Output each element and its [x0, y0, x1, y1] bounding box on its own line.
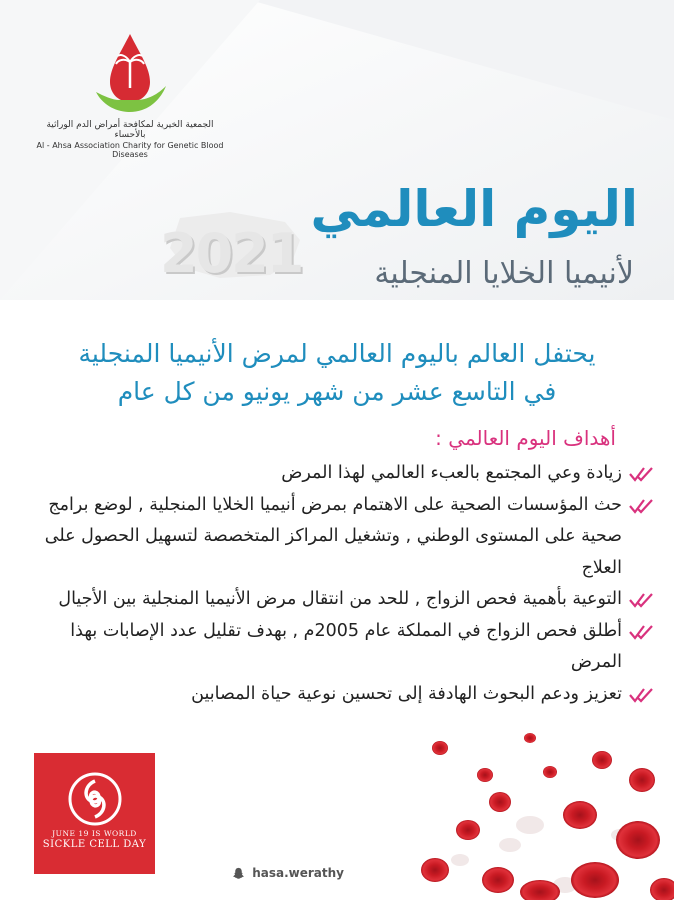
snapchat-handle[interactable]	[232, 866, 344, 880]
intro-text	[30, 335, 644, 411]
list-item	[14, 458, 656, 490]
swirl-circle-icon	[67, 771, 123, 827]
badge-line-1: JUNE 19 IS WORLD	[52, 829, 137, 838]
logo-english-name: Al - Ahsa Association Charity for Genetic Blood Diseases	[36, 141, 224, 159]
page-subtitle: لأنيميا الخلايا المنجلية	[374, 256, 634, 291]
association-logo	[30, 30, 230, 160]
goal-text: التوعية بأهمية فحص الزواج , للحد من انتقال مرض الأنيميا المنجلية بين الأجيال	[58, 589, 622, 609]
list-item	[14, 679, 656, 711]
double-check-icon	[628, 497, 656, 515]
blood-drop-palm-hand-logo	[90, 30, 170, 118]
list-item	[14, 616, 656, 679]
intro-line-1: يحتفل العالم باليوم العالمي لمرض الأنيميا المنجلية	[78, 339, 596, 368]
list-item	[14, 584, 656, 616]
double-check-icon	[628, 591, 656, 609]
page-title: اليوم العالمي	[310, 180, 638, 238]
logo-arabic-name: الجمعية الخيرية لمكافحة أمراض الدم الوراثية بالأحساء	[46, 120, 214, 140]
goals-heading: أهداف اليوم العالمي :	[435, 426, 616, 450]
badge-line-2: SICKLE CELL DAY	[42, 839, 147, 850]
goals-list	[14, 458, 656, 710]
double-check-icon	[628, 686, 656, 704]
list-item	[14, 490, 656, 585]
goal-text: حث المؤسسات الصحية على الاهتمام بمرض أنيميا الخلايا المنجلية , لوضع برامج صحية على المستوى الوطني , وتشغيل المراكز المتخصصة لتسهيل الحصول على العلاج	[44, 494, 622, 578]
double-check-icon	[628, 465, 656, 483]
intro-line-2: في التاسع عشر من شهر يونيو من كل عام	[117, 377, 557, 406]
sickle-cell-day-badge	[34, 753, 155, 874]
year-label: 2021	[160, 222, 303, 285]
snapchat-icon	[232, 867, 245, 880]
double-check-icon	[628, 623, 656, 641]
red-blood-cells-decoration	[380, 720, 674, 900]
goal-text: أطلق فحص الزواج في المملكة عام 2005م , بهدف تقليل عدد الإصابات بهذا المرض	[70, 620, 622, 672]
goal-text: زيادة وعي المجتمع بالعبء العالمي لهذا المرض	[281, 463, 622, 483]
handle-text: hasa.werathy	[252, 866, 344, 880]
goal-text: تعزيز ودعم البحوث الهادفة إلى تحسين نوعية حياة المصابين	[191, 683, 622, 704]
